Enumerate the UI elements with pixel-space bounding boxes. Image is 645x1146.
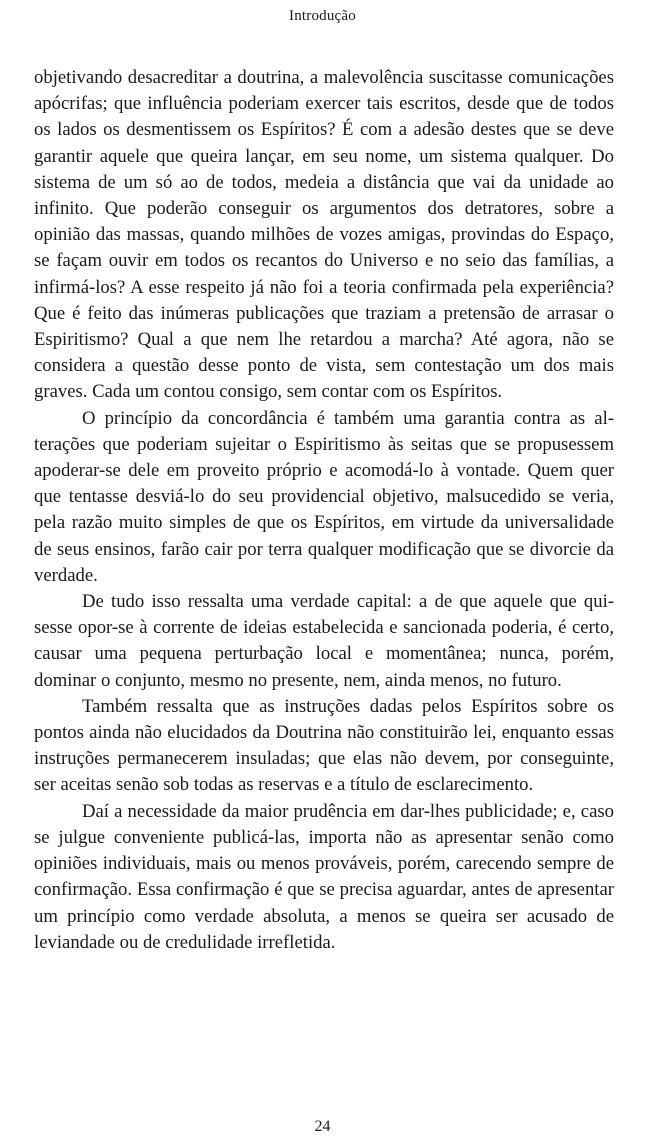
running-head: Introdução	[289, 8, 356, 24]
paragraph-1: objetivando desacreditar a doutrina, a malevolência suscitasse comunicações apócrifas; que influência poderiam exercer tais escritos, desde que de todos os lados os desmentissem os Espíritos? É com a adesão destes que se deve garantir aquele que queira lançar, em seu nome, um sistema qualquer. Do sistema de um só ao de todos, medeia a distância que vai da unidade ao infinito. Que poderão conseguir os argumentos dos detratores, sobre a opinião das massas, quando milhões de vozes amigas, provindas do Espaço, se façam ouvir em todos os recantos do Universo e no seio das famílias, a infirmá-los? A esse respeito já não foi a teoria confirmada pela experiência? Que é feito das inúmeras publicações que traziam a pretensão de arrasar o Espiritismo? Qual a que nem lhe retardou a marcha? Até agora, não se considera a questão desse ponto de vista, sem contestação um dos mais graves. Cada um contou consigo, sem contar com os Espíritos.	[34, 67, 614, 403]
paragraph-5: Daí a necessidade da maior prudência em dar-lhes publicidade; e, caso se julgue conveniente publicá-las, importa não as apresentar senão como opiniões individuais, mais ou menos prováveis, porém, carecendo sempre de confirmação. Essa confirmação é que se precisa aguardar, antes de apresentar um princípio como verdade absoluta, a menos se queira ser acusado de leviandade ou de credulidade irrefletida.	[34, 800, 614, 953]
page-number: 24	[314, 1118, 331, 1135]
paragraph-2: O princípio da concordância é também uma garantia contra as alterações que poderiam sujeitar o Espiritismo às seitas que se propusessem apoderar-se dele em proveito próprio e acomodá-lo à vontade. Quem quer que tentasse desviá-lo do seu providencial objetivo, malsucedido se veria, pela razão muito simples de que os Espíritos, em virtude da universalidade de seus ensinos, farão cair por terra qualquer modificação que se divorcie da verdade.	[34, 407, 614, 586]
body-text	[34, 65, 614, 956]
paragraph-3: De tudo isso ressalta uma verdade capital: a de que aquele que quisesse opor-se à corrente de ideias estabelecida e sancionada poderia, é certo, causar uma pequena perturbação local e momentânea; nunca, porém, dominar o conjunto, mesmo no presente, nem, ainda menos, no futuro.	[34, 591, 614, 691]
paragraph-4: Também ressalta que as instruções dadas pelos Espíritos sobre os pontos ainda não elucidados da Doutrina não constituirão lei, enquanto essas instruções permanecerem insuladas; que elas não devem, por conseguinte, ser aceitas senão sob todas as reservas e a título de esclarecimento.	[34, 695, 614, 796]
